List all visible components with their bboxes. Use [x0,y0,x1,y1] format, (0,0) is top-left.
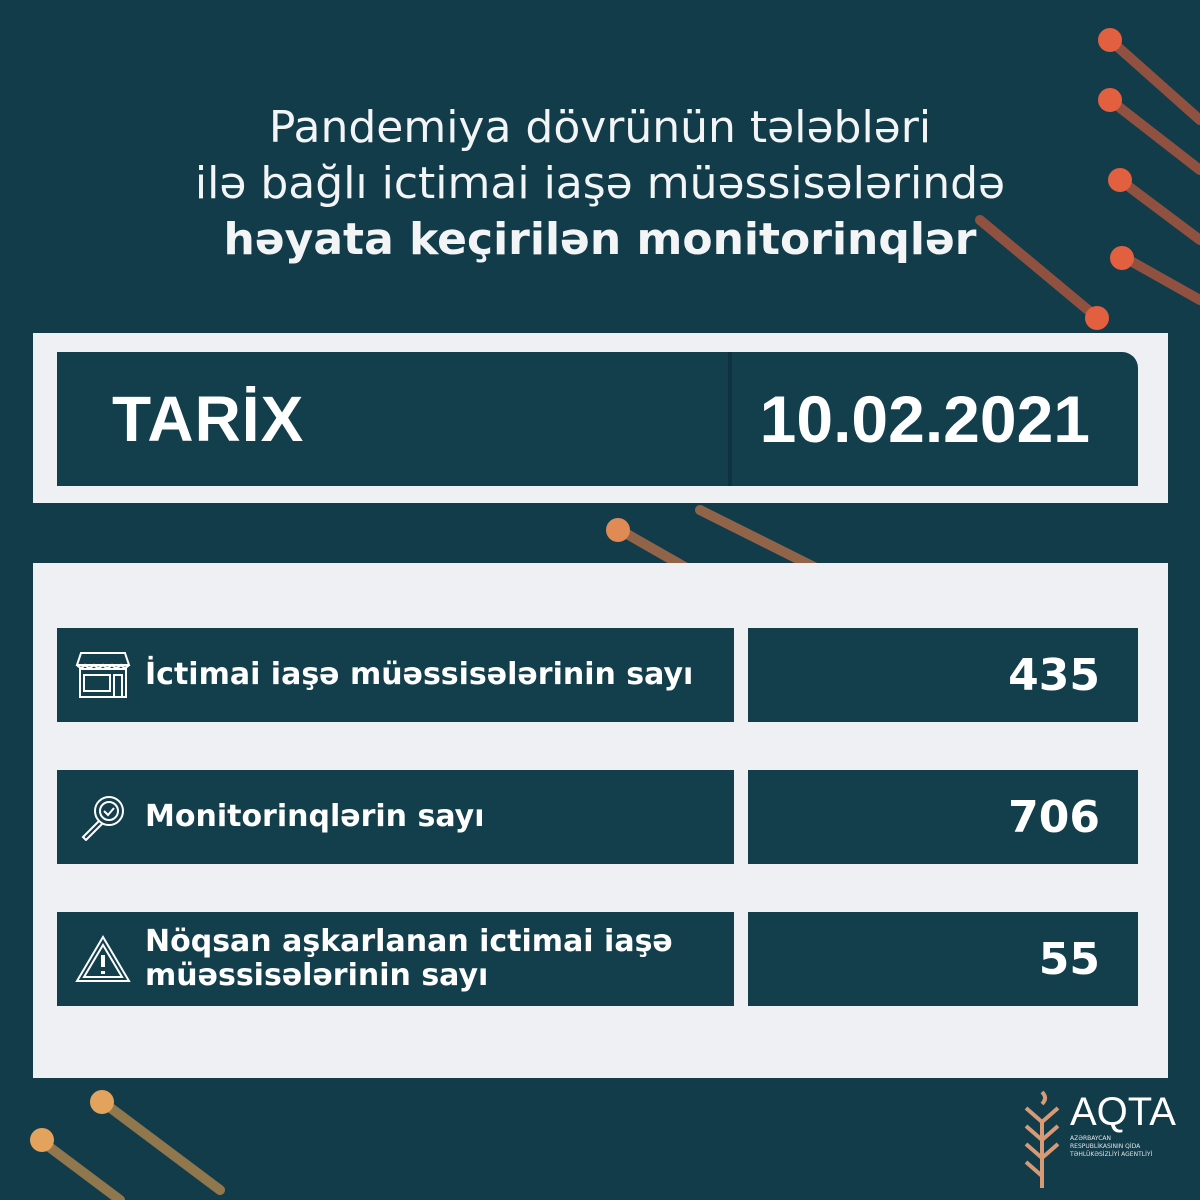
date-value: 10.02.2021 [759,382,1090,456]
stat-label: İctimai iaşə müəssisələrinin sayı [145,657,694,692]
wheat-icon [1020,1090,1064,1190]
aqta-logo [1020,1090,1176,1190]
date-box [57,352,1138,486]
logo-name: AQTA [1070,1090,1176,1134]
title-line-3: həyata keçirilən monitorinqlər [223,214,977,265]
magnifier-check-icon [75,793,131,841]
stat-label: Monitorinqlərin sayı [145,799,485,834]
stat-row [57,912,1138,1006]
warning-icon [75,935,131,983]
title-line-1: Pandemiya dövrünün tələbləri [268,102,932,153]
stat-value: 706 [748,770,1138,864]
title-line-2: ilə bağlı ictimai iaşə müəssisələrində [194,158,1006,209]
page-title [0,100,1200,268]
stat-value: 55 [748,912,1138,1006]
date-label: TARİX [57,352,732,486]
stat-row [57,628,1138,722]
logo-subtitle: AZƏRBAYCAN RESPUBLİKASININ QİDA TƏHLÜKƏSİZLİYİ AGENTLİYİ [1070,1135,1153,1158]
stat-label: Nöqsan aşkarlanan ictimai iaşə müəssisələrinin sayı [145,924,673,993]
stat-row [57,770,1138,864]
stat-value: 435 [748,628,1138,722]
store-icon [75,651,131,699]
